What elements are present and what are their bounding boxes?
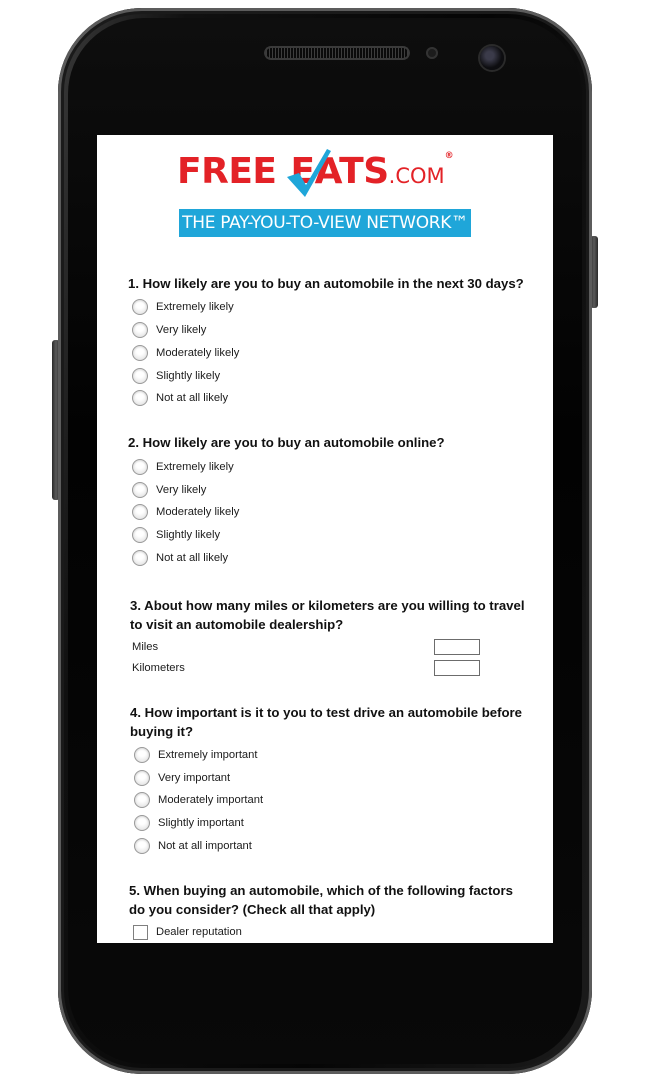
miles-label: Miles (132, 641, 159, 653)
tagline: THE PAY-YOU-TO-VIEW NETWORK™ (179, 209, 471, 237)
q4-option[interactable]: Extremely important (134, 746, 257, 764)
radio-button[interactable] (134, 838, 150, 854)
kilometers-input[interactable] (434, 660, 480, 676)
q1-option[interactable]: Very likely (132, 321, 206, 339)
front-camera-icon (480, 46, 504, 70)
phone-screen (97, 135, 553, 943)
radio-button[interactable] (132, 482, 148, 498)
proximity-sensor (426, 47, 438, 59)
radio-button[interactable] (132, 550, 148, 566)
q1-option[interactable]: Not at all likely (132, 389, 228, 407)
q4-option[interactable]: Slightly important (134, 814, 244, 832)
q2-option[interactable]: Moderately likely (132, 503, 239, 521)
q1-option[interactable]: Slightly likely (132, 367, 220, 385)
q4-option[interactable]: Not at all important (134, 837, 252, 855)
radio-button[interactable] (134, 747, 150, 763)
question-1-text: 1. How likely are you to buy an automobile in the next 30 days? (128, 276, 524, 291)
question-4-text: 4. How important is it to you to test drive an automobile before buying it? (130, 705, 522, 739)
checkmark-icon (285, 147, 333, 199)
q5-option[interactable]: Dealer reputation (133, 923, 242, 941)
kilometers-label: Kilometers (132, 662, 185, 674)
radio-button[interactable] (132, 390, 148, 406)
q2-option[interactable]: Very likely (132, 481, 206, 499)
earpiece-speaker (264, 46, 410, 60)
q2-option[interactable]: Slightly likely (132, 526, 220, 544)
radio-button[interactable] (134, 792, 150, 808)
radio-button[interactable] (134, 770, 150, 786)
radio-button[interactable] (132, 504, 148, 520)
logo-wordmark: FREE EATS.COM® (177, 151, 454, 192)
question-3-text: 3. About how many miles or kilometers are you willing to travel to visit an automobile dealership? (130, 598, 525, 632)
q1-option[interactable]: Moderately likely (132, 344, 239, 362)
q4-option[interactable]: Very important (134, 769, 230, 787)
question-2-text: 2. How likely are you to buy an automobile online? (128, 435, 445, 450)
q2-option[interactable]: Extremely likely (132, 458, 234, 476)
freeeats-logo (177, 151, 477, 237)
radio-button[interactable] (132, 322, 148, 338)
radio-button[interactable] (132, 345, 148, 361)
radio-button[interactable] (132, 459, 148, 475)
radio-button[interactable] (132, 368, 148, 384)
q4-option[interactable]: Moderately important (134, 791, 263, 809)
radio-button[interactable] (134, 815, 150, 831)
radio-button[interactable] (132, 527, 148, 543)
checkbox[interactable] (133, 925, 148, 940)
radio-button[interactable] (132, 299, 148, 315)
question-5-text: 5. When buying an automobile, which of the following factors do you consider? (Check all that apply) (129, 883, 513, 917)
miles-input[interactable] (434, 639, 480, 655)
q1-option[interactable]: Extremely likely (132, 298, 234, 316)
q2-option[interactable]: Not at all likely (132, 549, 228, 567)
